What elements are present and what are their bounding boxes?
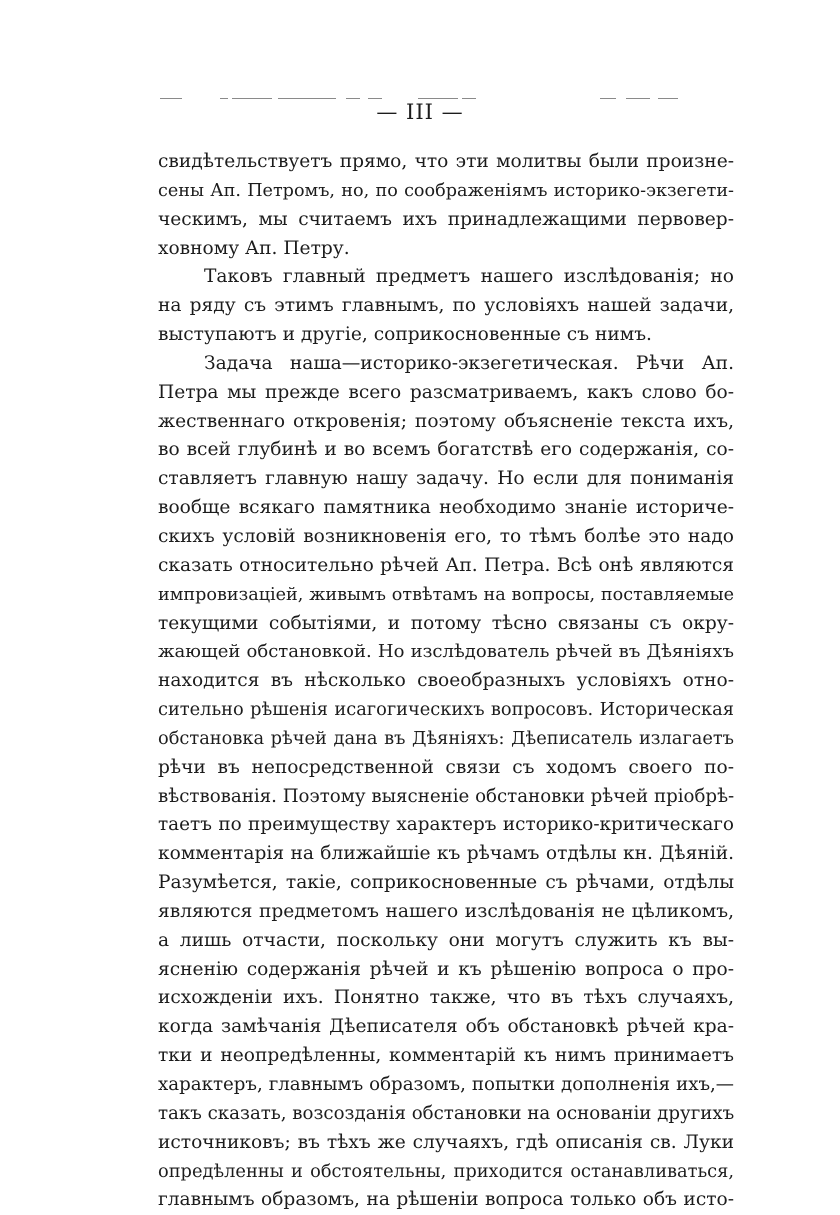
text-line: Задача наша—историко-экзегетическая. Рѣчи Ап. (204, 352, 734, 374)
text-line: тки и неопредѣленны, комментарій къ нимъ принимаетъ (158, 1045, 734, 1067)
text-line: а лишь отчасти, поскольку они могутъ служить къ вы- (158, 929, 734, 951)
text-line: сительно рѣшенія исагогическихъ вопросовъ. Историческая (158, 699, 734, 721)
text-line: характеръ, главнымъ образомъ, попытки дополненія ихъ,— (158, 1074, 734, 1095)
text-line: такъ сказать, возсозданія обстановки на основаніи другихъ (158, 1102, 734, 1124)
header-dash (278, 98, 336, 99)
header-dash (368, 98, 382, 99)
header-dash (220, 98, 228, 99)
text-line: Разумѣется, такіе, соприкосновенные съ рѣчами, отдѣлы (158, 872, 734, 894)
text-line: текущими событіями, и потому тѣсно связаны съ окру- (158, 612, 734, 634)
text-line: на ряду съ этимъ главнымъ, по условіяхъ нашей задачи, (158, 295, 734, 317)
text-line: являются предметомъ нашего изслѣдованія не цѣликомъ, (158, 900, 734, 922)
header-dash (626, 98, 650, 99)
text-line: сказать относительно рѣчей Ап. Петра. Всѣ онѣ являются (158, 554, 734, 576)
text-line: импровизаціей, живымъ отвѣтамъ на вопросы, поставляемые (158, 584, 734, 605)
text-line: обстановка рѣчей дана въ Дѣяніяхъ: Дѣеписатель излагаетъ (158, 727, 734, 749)
text-line: источниковъ; въ тѣхъ же случаяхъ, гдѣ описанія св. Луки (158, 1131, 734, 1153)
body-text (158, 148, 734, 1215)
page-number: — III — (376, 100, 464, 124)
header-dash (346, 98, 360, 99)
header-dash (232, 98, 272, 99)
text-line: ставляетъ главную нашу задачу. Но если для пониманія (158, 468, 734, 490)
text-line: вѣствованія. Поэтому выясненіе обстановки рѣчей пріобрѣ- (158, 785, 734, 807)
text-line: жественнаго откровенія; поэтому объясненіе текста ихъ, (158, 410, 734, 432)
text-line: жающей обстановкой. Но изслѣдователь рѣчей въ Дѣяніяхъ (158, 641, 734, 663)
text-line: опредѣленны и обстоятельны, приходится останавливаться, (158, 1160, 734, 1182)
text-line: когда замѣчанія Дѣеписателя объ обстановкѣ рѣчей кра- (158, 1016, 734, 1038)
text-line: главнымъ образомъ, на рѣшеніи вопроса только объ исто- (158, 1189, 734, 1211)
header-dash (462, 98, 476, 99)
text-line: комментарія на ближайшіе къ рѣчамъ отдѣлы кн. Дѣяній. (158, 843, 734, 865)
text-line: во всей глубинѣ и во всемъ богатствѣ его содержанія, со- (158, 439, 734, 461)
text-line: исхожденіи ихъ. Понятно также, что въ тѣхъ случаяхъ, (158, 987, 734, 1009)
text-line: выступаютъ и другіе, соприкосновенные съ нимъ. (158, 324, 652, 346)
text-line: вообще всякаго памятника необходимо знаніе историче- (158, 497, 734, 519)
text-line: рѣчи въ непосредственной связи съ ходомъ своего по- (158, 756, 734, 778)
text-line: находится въ нѣсколько своеобразныхъ условіяхъ отно- (158, 670, 734, 692)
text-line: Таковъ главный предметъ нашего изслѣдованія; но (204, 266, 734, 288)
header-dash (160, 98, 182, 99)
header-dash (658, 98, 678, 99)
text-line: сены Ап. Петромъ, но, по соображеніямъ историко-экзегети- (158, 180, 734, 201)
text-line: Петра мы прежде всего разсматриваемъ, какъ слово бо- (158, 381, 734, 403)
text-line: таетъ по преимуществу характеръ историко-критическаго (158, 814, 734, 836)
header-dash (600, 98, 616, 99)
text-line: скихъ условій возникновенія его, то тѣмъ болѣе это надо (158, 525, 734, 547)
text-line: ясненію содержанія рѣчей и къ рѣшенію вопроса о про- (158, 958, 734, 980)
header-dash (418, 98, 458, 99)
text-line: свидѣтельствуетъ прямо, что эти молитвы были произне- (158, 151, 734, 172)
text-line: ческимъ, мы считаемъ ихъ принадлежащими первовер- (158, 208, 734, 230)
text-line: ховному Ап. Петру. (158, 237, 350, 259)
